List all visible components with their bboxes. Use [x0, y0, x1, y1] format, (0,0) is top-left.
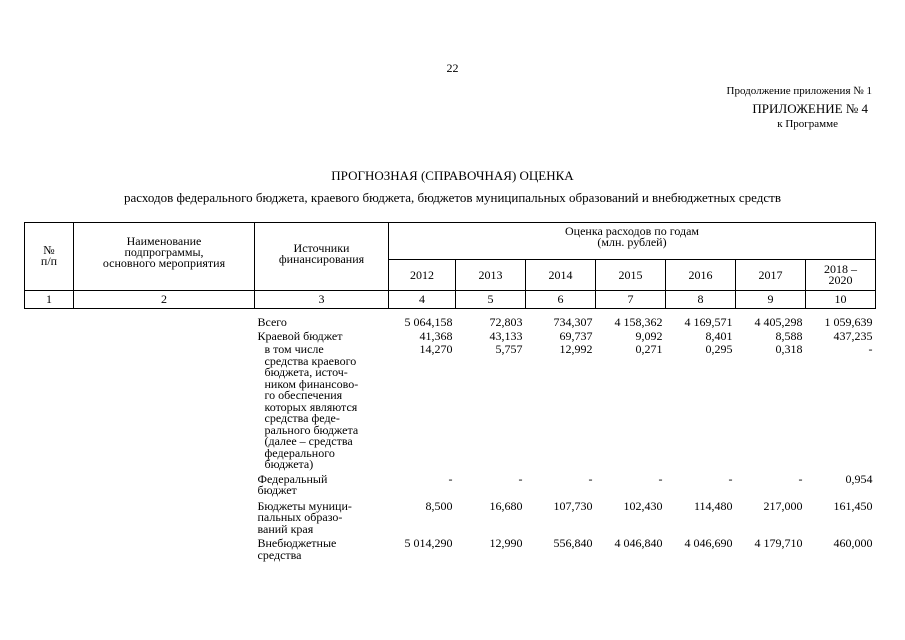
source-line: бюджет — [257, 483, 297, 497]
source-line: которых являются — [264, 399, 358, 414]
source-line: бюджета, источ- — [264, 365, 348, 379]
value-cell: 0,295 — [705, 342, 733, 356]
value-cell: - — [798, 471, 803, 486]
value-cell: - — [518, 471, 523, 486]
source-line: Краевой бюджет — [257, 328, 343, 343]
value-cell: - — [728, 471, 733, 486]
source-line: средства — [257, 547, 302, 562]
source-line: федерального — [264, 445, 335, 460]
source-line: (далее – средства — [264, 434, 353, 448]
page-number: 22 — [446, 61, 459, 75]
value-cell: 4 405,298 — [754, 315, 803, 329]
value-cell: 4 046,840 — [614, 536, 663, 550]
source-line: средства краевого — [264, 353, 357, 368]
document-title: ПРОГНОЗНАЯ (СПРАВОЧНАЯ) ОЦЕНКА — [331, 168, 574, 183]
year-cell: 2012 — [389, 260, 456, 291]
year-cell: 2017 — [736, 260, 806, 291]
value-cell: 4 169,571 — [684, 315, 733, 329]
source-line: бюджета) — [264, 457, 314, 471]
header-num: № п/п — [25, 223, 74, 291]
name-cell — [74, 497, 255, 536]
num-cell — [25, 471, 74, 497]
value-cell: 14,270 — [419, 342, 453, 356]
column-number: 5 — [456, 291, 526, 309]
column-number: 3 — [255, 291, 389, 309]
num-cell — [25, 329, 74, 343]
value-cell: - — [868, 342, 873, 356]
value-cell: 12,990 — [489, 536, 523, 550]
value-cell: 4 046,690 — [684, 536, 733, 550]
value-cell: 43,133 — [489, 328, 523, 343]
column-number: 1 — [25, 291, 74, 309]
source-cell — [255, 535, 389, 561]
column-number: 10 — [806, 291, 876, 309]
table-row — [25, 342, 876, 471]
value-cell: - — [658, 471, 663, 486]
num-cell — [25, 342, 74, 471]
column-number: 4 — [389, 291, 456, 309]
value-cell: 107,730 — [553, 498, 593, 513]
column-number: 7 — [596, 291, 666, 309]
value-cell: 734,307 — [553, 315, 593, 329]
value-cell: 4 179,710 — [754, 536, 803, 550]
source-line: ником финансово- — [264, 376, 359, 391]
value-cell: 460,000 — [833, 536, 873, 550]
num-cell — [25, 309, 74, 329]
source-line: ваний края — [257, 521, 314, 536]
value-cell: 1 059,639 — [824, 315, 873, 329]
value-cell: 8,401 — [705, 328, 733, 343]
num-cell — [25, 497, 74, 536]
column-number: 2 — [74, 291, 255, 309]
source-line: го обеспечения — [264, 388, 343, 402]
source-line: рального бюджета — [264, 422, 359, 437]
name-cell — [74, 471, 255, 497]
value-cell: 8,588 — [775, 328, 803, 343]
source-line: в том числе — [264, 342, 324, 356]
table-row — [25, 535, 876, 561]
value-cell: 0,318 — [775, 342, 803, 356]
source-line: Внебюджетные — [257, 536, 337, 550]
header-name: Наименование подпрограммы, основного мероприятия — [74, 223, 255, 291]
table-row — [25, 471, 876, 497]
header-estimate: Оценка расходов по годам (млн. рублей) — [389, 223, 876, 260]
table-header-row — [25, 223, 876, 260]
value-cell: 41,368 — [419, 328, 453, 343]
value-cell: 437,235 — [833, 328, 873, 343]
column-number: 6 — [526, 291, 596, 309]
value-cell: 8,500 — [425, 498, 453, 513]
appendix-to: к Программе — [777, 118, 838, 130]
name-cell — [74, 342, 255, 471]
budget-table — [24, 222, 876, 561]
value-cell: 69,737 — [559, 328, 593, 343]
source-line: Федеральный — [257, 471, 328, 486]
value-cell: 5 064,158 — [404, 315, 453, 329]
column-number-row — [25, 291, 876, 309]
name-cell — [74, 329, 255, 343]
continuation-note: Продолжение приложения № 1 — [726, 85, 872, 97]
value-cell: 0,954 — [845, 471, 873, 486]
value-cell: 102,430 — [623, 498, 663, 513]
table-row — [25, 309, 876, 329]
column-number: 8 — [666, 291, 736, 309]
value-cell: - — [588, 471, 593, 486]
table-row — [25, 497, 876, 536]
source-line: Бюджеты муници- — [257, 498, 352, 513]
document-subtitle: расходов федерального бюджета, краевого бюджета, бюджетов муниципальных образований и внебюджетных средств — [124, 190, 781, 205]
source-cell — [255, 309, 389, 329]
appendix-label: ПРИЛОЖЕНИЕ № 4 — [752, 101, 868, 116]
value-cell: 9,092 — [635, 328, 663, 343]
year-cell: 2013 — [456, 260, 526, 291]
value-cell: - — [448, 471, 453, 486]
source-cell — [255, 342, 389, 471]
year-cell: 2014 — [526, 260, 596, 291]
column-number: 9 — [736, 291, 806, 309]
year-cell: 2015 — [596, 260, 666, 291]
value-cell: 72,803 — [489, 315, 523, 329]
value-cell: 114,480 — [693, 498, 733, 513]
value-cell: 0,271 — [635, 342, 663, 356]
num-cell — [25, 535, 74, 561]
table-row — [25, 329, 876, 343]
table-body — [25, 309, 876, 562]
source-line: Всего — [257, 315, 287, 329]
source-cell — [255, 471, 389, 497]
source-line: средства феде- — [264, 411, 340, 425]
value-cell: 5,757 — [495, 342, 523, 356]
value-cell: 12,992 — [559, 342, 593, 356]
value-cell: 556,840 — [553, 536, 593, 550]
year-cell-last: 2018 – 2020 — [806, 260, 876, 291]
name-cell — [74, 309, 255, 329]
source-cell — [255, 497, 389, 536]
source-line: пальных образо- — [257, 510, 343, 524]
value-cell: 16,680 — [489, 498, 523, 513]
value-cell: 5 014,290 — [404, 536, 453, 550]
value-cell: 4 158,362 — [614, 315, 663, 329]
name-cell — [74, 535, 255, 561]
value-cell: 161,450 — [833, 498, 873, 513]
year-cell: 2016 — [666, 260, 736, 291]
source-cell — [255, 329, 389, 343]
header-source: Источники финансирования — [255, 223, 389, 291]
value-cell: 217,000 — [763, 498, 803, 513]
